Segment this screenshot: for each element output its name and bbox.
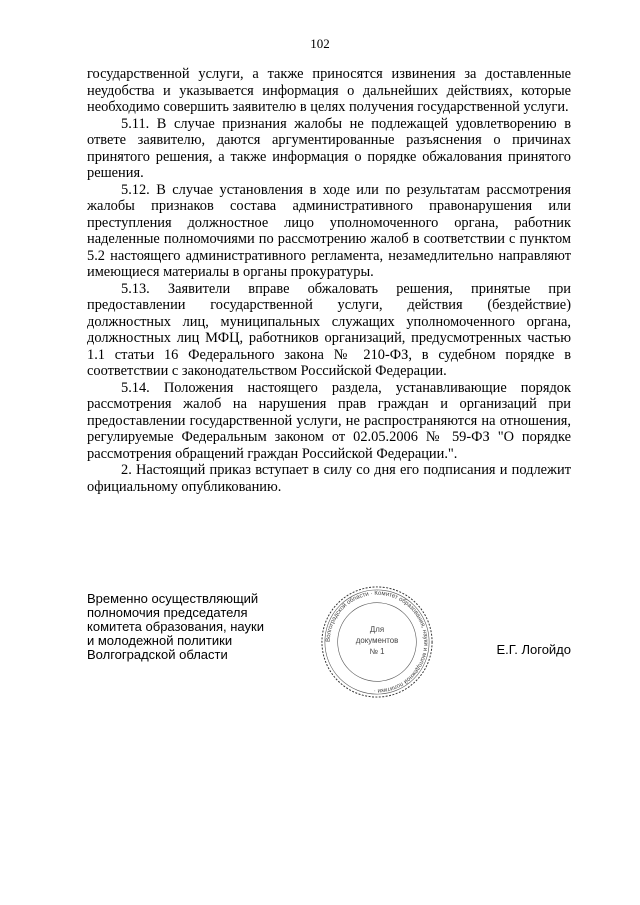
stamp-center-line: № 1 — [369, 646, 385, 656]
signer-name: Е.Г. Логойдо — [496, 642, 571, 657]
signatory-line: и молодежной политики — [87, 633, 233, 648]
paragraph-continuation: государственной услуги, а также приносятся извинения за доставленные неудобства и указывается информация о дальнейших действиях, которые необходимо совершить заявителю в целях получения государственной услуги. — [87, 66, 571, 115]
paragraph-5-12: 5.12. В случае установления в ходе или по результатам рассмотрения жалобы признаков состава административного правонарушения или преступления должностное лицо уполномоченного органа, работник наделенные полномочиями по рассмотрению жалоб в соответствии с пунктом 5.2 настоящего административного регламента, незамедлительно направляют имеющиеся материалы в органы прокуратуры. — [87, 181, 571, 280]
signatory-line: Временно осуществляющий — [87, 591, 259, 606]
stamp-center-line: документов — [355, 635, 399, 645]
paragraph-5-11: 5.11. В случае признания жалобы не подлежащей удовлетворению в ответе заявителю, даются аргументированные разъяснения о причинах принятого решения, а также информация о порядке обжалования принятого решения. — [87, 115, 571, 181]
stamp-outer-text: Волгоградской области · Комитет образования, науки и молодежной политики · — [324, 589, 430, 695]
signatory-line: комитета образования, науки — [87, 619, 264, 634]
paragraph-5-13: 5.13. Заявители вправе обжаловать решения, принятые при предоставлении государственной услуги, действия (бездействие) должностных лиц, муниципальных служащих уполномоченного органа, должностных лиц МФЦ, работников организаций, предусмотренных частью 1.1 статьи 16 Федерального закона № 210-ФЗ, в судебном порядке в соответствии с законодательством Российской Федерации. — [87, 280, 571, 379]
paragraph-order-effective: 2. Настоящий приказ вступает в силу со дня его подписания и подлежит официальному опубликованию. — [87, 462, 571, 495]
signatory-line: полномочия председателя — [87, 605, 248, 620]
official-stamp — [318, 583, 436, 701]
signatory-line: Волгоградской области — [87, 647, 228, 662]
stamp-center-line: Для — [369, 625, 385, 635]
signatory-position — [87, 592, 297, 662]
document-body — [87, 66, 571, 495]
paragraph-5-14: 5.14. Положения настоящего раздела, устанавливающие порядок рассмотрения жалоб на нарушения прав граждан и организаций при предоставлении государственной услуги, не распространяются на отношения, регулируемые Федеральным законом от 02.05.2006 № 59-ФЗ "О порядке рассмотрения обращений граждан Российской Федерации.". — [87, 379, 571, 462]
page-number: 102 — [310, 36, 330, 51]
